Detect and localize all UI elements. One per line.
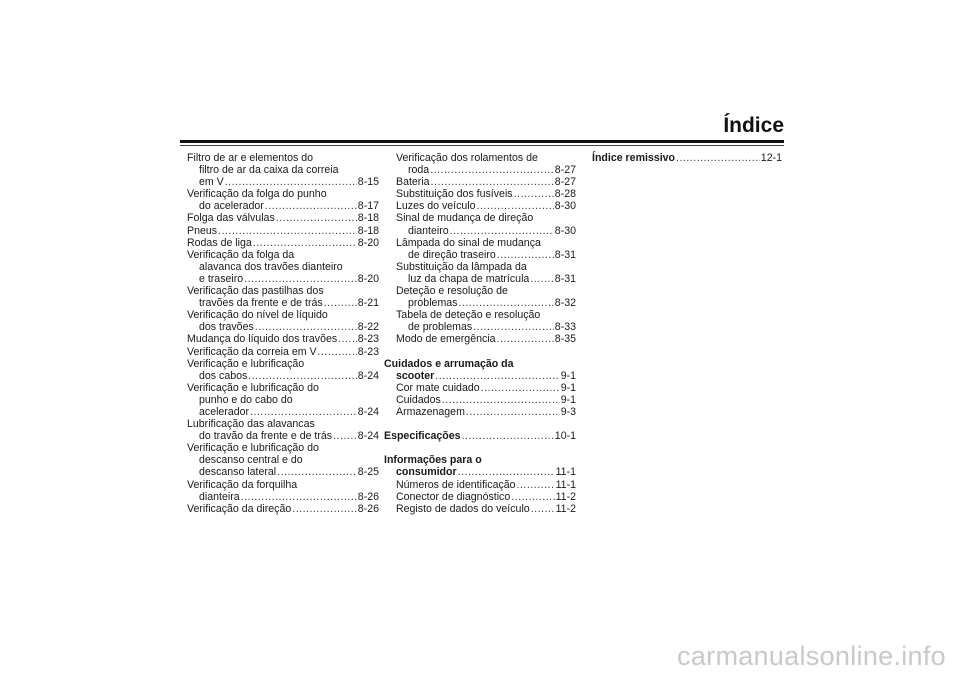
toc-entry[interactable]: [187, 285, 379, 309]
toc-page-number: 8-24: [357, 430, 379, 443]
dot-leader: [442, 394, 560, 406]
dot-leader: [481, 382, 560, 394]
toc-entry-text: Armazenagem: [396, 405, 465, 418]
toc-entry-line: [187, 394, 379, 406]
toc-entry-text: Mudança do líquido dos travões: [187, 333, 338, 346]
dot-leader: [244, 273, 357, 285]
toc-column-1: [187, 152, 379, 515]
toc-page-number: 8-25: [357, 466, 379, 479]
toc-entry-line: [187, 491, 379, 503]
toc-entry[interactable]: [384, 237, 576, 261]
toc-entry-text: descanso lateral: [199, 466, 277, 479]
toc-page-number: 8-35: [554, 333, 576, 346]
toc-entry-line: [396, 225, 576, 237]
toc-entry-text: consumidor: [396, 466, 457, 479]
toc-section-entry[interactable]: [384, 454, 576, 478]
section-gap: [384, 418, 576, 430]
toc-entry-line: [187, 176, 379, 188]
toc-entry-line: [187, 430, 379, 442]
toc-entry-text: Índice remissivo: [592, 152, 676, 164]
toc-page-number: 8-26: [357, 490, 379, 503]
toc-page-number: 8-27: [554, 176, 576, 189]
toc-entry-text: Substituição da lâmpada da: [396, 260, 527, 273]
toc-entry-line: [384, 466, 576, 478]
toc-page-number: 8-21: [357, 297, 379, 310]
toc-page-number: 8-24: [357, 369, 379, 382]
dot-leader: [430, 164, 554, 176]
toc-page-number: 8-33: [554, 321, 576, 334]
dot-leader: [338, 333, 357, 345]
toc-entry-line: [187, 309, 379, 321]
toc-entry-line: [396, 188, 576, 200]
toc-entry-text: Informações para o: [384, 454, 482, 467]
toc-entry-line: [187, 164, 379, 176]
dot-leader: [318, 346, 357, 358]
toc-entry-text: Lâmpada do sinal de mudança: [396, 236, 541, 249]
toc-page-number: 8-18: [357, 212, 379, 225]
toc-page-number: 8-24: [357, 405, 379, 418]
toc-entry[interactable]: [187, 346, 379, 358]
toc-entry-line: [187, 333, 379, 345]
toc-entry[interactable]: [384, 212, 576, 236]
toc-entry-line: [187, 358, 379, 370]
toc-entry-text: scooter: [396, 369, 435, 382]
toc-page-number: 8-32: [554, 297, 576, 310]
toc-entry-text: Verificação da forquilha: [187, 478, 298, 491]
dot-leader: [292, 503, 357, 515]
toc-entry-text: problemas: [408, 297, 458, 310]
toc-page-number: 12-1: [760, 152, 782, 164]
toc-entry-text: em V: [199, 176, 224, 189]
toc-entry-text: dianteira: [199, 490, 240, 503]
toc-entry[interactable]: [187, 358, 379, 382]
toc-page-number: 10-1: [554, 430, 576, 443]
dot-leader: [276, 212, 357, 224]
dot-leader: [241, 491, 357, 503]
toc-entry-line: [187, 249, 379, 261]
toc-entry-text: Cuidados e arrumação da: [384, 357, 514, 370]
page-title: Índice: [723, 114, 784, 137]
dot-leader: [253, 237, 357, 249]
toc-entry-text: Verificação e lubrificação do: [187, 442, 319, 455]
toc-entry-line: [396, 249, 576, 261]
section-gap: [384, 346, 576, 358]
toc-entry-line: [396, 176, 576, 188]
toc-column-2: [384, 152, 576, 515]
toc-entry-text: punho e do cabo do: [199, 393, 293, 406]
dot-leader: [255, 321, 357, 333]
toc-entry[interactable]: [384, 200, 576, 212]
dot-leader: [477, 200, 554, 212]
toc-entry-line: [396, 321, 576, 333]
toc-entry-line: [187, 188, 379, 200]
dot-leader: [435, 370, 559, 382]
dot-leader: [466, 406, 560, 418]
toc-entry-text: Tabela de deteção e resolução: [396, 309, 541, 322]
toc-entry-text: Verificação e lubrificação do: [187, 381, 319, 394]
toc-entry-line: [187, 237, 379, 249]
toc-entry[interactable]: [187, 479, 379, 503]
toc-entry-text: Conector de diagnóstico: [396, 490, 511, 503]
toc-entry-line: [187, 346, 379, 358]
toc-entry[interactable]: [187, 418, 379, 442]
dot-leader: [511, 491, 554, 503]
dot-leader: [248, 370, 357, 382]
dot-leader: [265, 200, 357, 212]
toc-page-number: 8-31: [554, 248, 576, 261]
toc-entry-line: [187, 285, 379, 297]
toc-entry[interactable]: [384, 406, 576, 418]
toc-entry-text: de problemas: [408, 321, 473, 334]
toc-entry[interactable]: [187, 333, 379, 345]
toc-entry-text: Substituição dos fusíveis: [396, 188, 513, 201]
toc-entry-text: Lubrificação das alavancas: [187, 418, 315, 431]
toc-entry-text: Verificação da folga do punho: [187, 188, 327, 201]
toc-page-number: 8-30: [554, 200, 576, 213]
toc-entry-text: dianteiro: [408, 224, 449, 237]
dot-leader: [431, 176, 554, 188]
toc-entry-text: Luzes do veículo: [396, 200, 476, 213]
toc-page-number: 9-1: [560, 381, 576, 394]
dot-leader: [497, 249, 554, 261]
toc-entry-line: [187, 406, 379, 418]
toc-entry-text: e traseiro: [199, 272, 244, 285]
toc-entry[interactable]: [384, 382, 576, 394]
toc-entry-line: [187, 152, 379, 164]
toc-entry-text: Bateria: [396, 176, 430, 189]
toc-entry-text: Pneus: [187, 224, 218, 237]
toc-entry-line: [187, 418, 379, 430]
toc-page-number: 8-23: [357, 333, 379, 346]
toc-entry-text: dos cabos: [199, 369, 248, 382]
toc-entry[interactable]: [384, 176, 576, 188]
toc-entry[interactable]: [187, 249, 379, 285]
toc-entry-text: Rodas de liga: [187, 236, 252, 249]
toc-entry-line: [396, 285, 576, 297]
dot-leader: [497, 333, 554, 345]
toc-column-3: [592, 152, 782, 164]
toc-page-number: 8-22: [357, 321, 379, 334]
toc-entry[interactable]: [187, 152, 379, 188]
toc-entry-line: [384, 454, 576, 466]
toc-page-number: 8-23: [357, 345, 379, 358]
toc-entry-line: [187, 321, 379, 333]
toc-entry-line: [384, 358, 576, 370]
toc-entry-text: Registo de dados do veículo: [396, 502, 530, 515]
toc-section-entry[interactable]: [592, 152, 782, 164]
toc-entry[interactable]: [187, 309, 379, 333]
heading-rule-thin: [180, 145, 784, 146]
toc-page-number: 8-26: [357, 502, 379, 515]
toc-entry[interactable]: [384, 261, 576, 285]
dot-leader: [530, 273, 553, 285]
dot-leader: [473, 321, 554, 333]
toc-entry-text: Folga das válvulas: [187, 212, 275, 225]
dot-leader: [225, 176, 357, 188]
toc-entry-line: [592, 152, 782, 164]
toc-entry-line: [396, 237, 576, 249]
toc-entry-line: [187, 200, 379, 212]
toc-entry-line: [396, 261, 576, 273]
toc-entry-line: [396, 297, 576, 309]
toc-entry-text: Verificação da direção: [187, 502, 292, 515]
toc-entry-line: [384, 430, 576, 442]
toc-entry-line: [396, 200, 576, 212]
dot-leader: [458, 297, 553, 309]
dot-leader: [462, 430, 554, 442]
toc-entry-text: Números de identificação: [396, 478, 516, 491]
dot-leader: [531, 503, 555, 515]
dot-leader: [676, 152, 760, 164]
toc-entry-text: Verificação e lubrificação: [187, 357, 305, 370]
toc-entry-text: travões da frente e de trás: [199, 297, 323, 310]
dot-leader: [458, 466, 555, 478]
toc-section-entry[interactable]: [384, 358, 576, 382]
toc-entry[interactable]: [384, 309, 576, 333]
toc-entry[interactable]: [384, 285, 576, 309]
toc-page-number: 8-31: [554, 272, 576, 285]
toc-entry-line: [396, 479, 576, 491]
toc-entry-line: [396, 382, 576, 394]
toc-entry[interactable]: [384, 503, 576, 515]
toc-page-number: 11-1: [555, 478, 576, 491]
toc-page-number: 8-18: [357, 224, 379, 237]
toc-entry-line: [187, 442, 379, 454]
toc-page-number: 9-1: [560, 393, 576, 406]
toc-entry-line: [187, 273, 379, 285]
toc-entry-line: [187, 454, 379, 466]
toc-entry-text: dos travões: [199, 321, 254, 334]
toc-entry-text: roda: [408, 164, 430, 177]
toc-entry-line: [396, 394, 576, 406]
dot-leader: [450, 225, 554, 237]
toc-page-number: 8-27: [554, 164, 576, 177]
toc-entry-text: de direção traseiro: [408, 248, 496, 261]
toc-page-number: 8-15: [357, 176, 379, 189]
toc-entry[interactable]: [384, 333, 576, 345]
toc-entry-line: [384, 370, 576, 382]
toc-page-number: 9-1: [560, 369, 576, 382]
dot-leader: [324, 297, 357, 309]
toc-entry-line: [187, 479, 379, 491]
toc-page-number: 11-2: [555, 490, 576, 503]
watermark-text: carmanualsonline.info: [677, 641, 946, 671]
toc-page-number: 11-1: [555, 466, 576, 479]
toc-entry-line: [396, 212, 576, 224]
toc-entry-line: [187, 261, 379, 273]
toc-entry[interactable]: [384, 491, 576, 503]
toc-entry[interactable]: [187, 442, 379, 478]
toc-entry-text: descanso central e do: [199, 454, 303, 467]
toc-page-number: 8-30: [554, 224, 576, 237]
toc-entry-text: Modo de emergência: [396, 333, 496, 346]
toc-entry-text: do acelerador: [199, 200, 264, 213]
toc-entry[interactable]: [187, 503, 379, 515]
toc-page-number: 8-28: [554, 188, 576, 201]
toc-entry[interactable]: [384, 188, 576, 200]
toc-entry[interactable]: [187, 237, 379, 249]
dot-leader: [333, 430, 357, 442]
section-gap: [384, 442, 576, 454]
toc-entry-line: [187, 370, 379, 382]
toc-entry-text: Cuidados: [396, 393, 441, 406]
toc-page-number: 8-20: [357, 236, 379, 249]
toc-entry-line: [396, 273, 576, 285]
toc-entry[interactable]: [384, 152, 576, 176]
toc-entry-line: [187, 297, 379, 309]
toc-entry-line: [187, 466, 379, 478]
toc-entry[interactable]: [384, 479, 576, 491]
toc-entry-text: Verificação da folga da: [187, 248, 295, 261]
toc-page-number: 8-17: [357, 200, 379, 213]
toc-entry-text: Verificação da correia em V: [187, 345, 317, 358]
toc-entry-line: [187, 225, 379, 237]
toc-entry-text: luz da chapa de matrícula: [408, 272, 530, 285]
toc-entry[interactable]: [187, 188, 379, 212]
toc-entry-text: Cor mate cuidado: [396, 381, 480, 394]
heading-rule-thick: [180, 140, 784, 143]
toc-entry-text: filtro de ar da caixa da correia: [199, 164, 339, 177]
toc-entry-text: Verificação das pastilhas dos: [187, 285, 324, 298]
toc-entry-text: Sinal de mudança de direção: [396, 212, 534, 225]
toc-entry-line: [396, 309, 576, 321]
dot-leader: [250, 406, 357, 418]
toc-entry-text: alavanca dos travões dianteiro: [199, 260, 343, 273]
toc-page-number: 9-3: [560, 405, 576, 418]
dot-leader: [218, 225, 357, 237]
toc-entry-line: [396, 406, 576, 418]
toc-entry-line: [396, 333, 576, 345]
toc-entry-text: Especificações: [384, 430, 461, 443]
toc-entry[interactable]: [384, 394, 576, 406]
toc-entry-line: [396, 164, 576, 176]
toc-entry[interactable]: [187, 382, 379, 418]
toc-page-number: 11-2: [555, 502, 576, 515]
toc-entry-line: [187, 503, 379, 515]
toc-entry[interactable]: [187, 225, 379, 237]
dot-leader: [277, 466, 357, 478]
toc-entry-text: Filtro de ar e elementos do: [187, 152, 314, 164]
toc-entry-text: Verificação do nível de líquido: [187, 309, 328, 322]
toc-entry-line: [396, 491, 576, 503]
toc-entry-text: acelerador: [199, 405, 250, 418]
toc-entry[interactable]: [187, 212, 379, 224]
toc-entry-line: [187, 382, 379, 394]
toc-section-entry[interactable]: [384, 430, 576, 442]
toc-page-number: 8-20: [357, 272, 379, 285]
toc-entry-text: do travão da frente e de trás: [199, 430, 333, 443]
dot-leader: [514, 188, 554, 200]
toc-entry-text: Deteção e resolução de: [396, 285, 508, 298]
toc-entry-line: [396, 503, 576, 515]
toc-entry-line: [396, 152, 576, 164]
toc-entry-text: Verificação dos rolamentos de: [396, 152, 538, 164]
dot-leader: [517, 479, 555, 491]
toc-entry-line: [187, 212, 379, 224]
